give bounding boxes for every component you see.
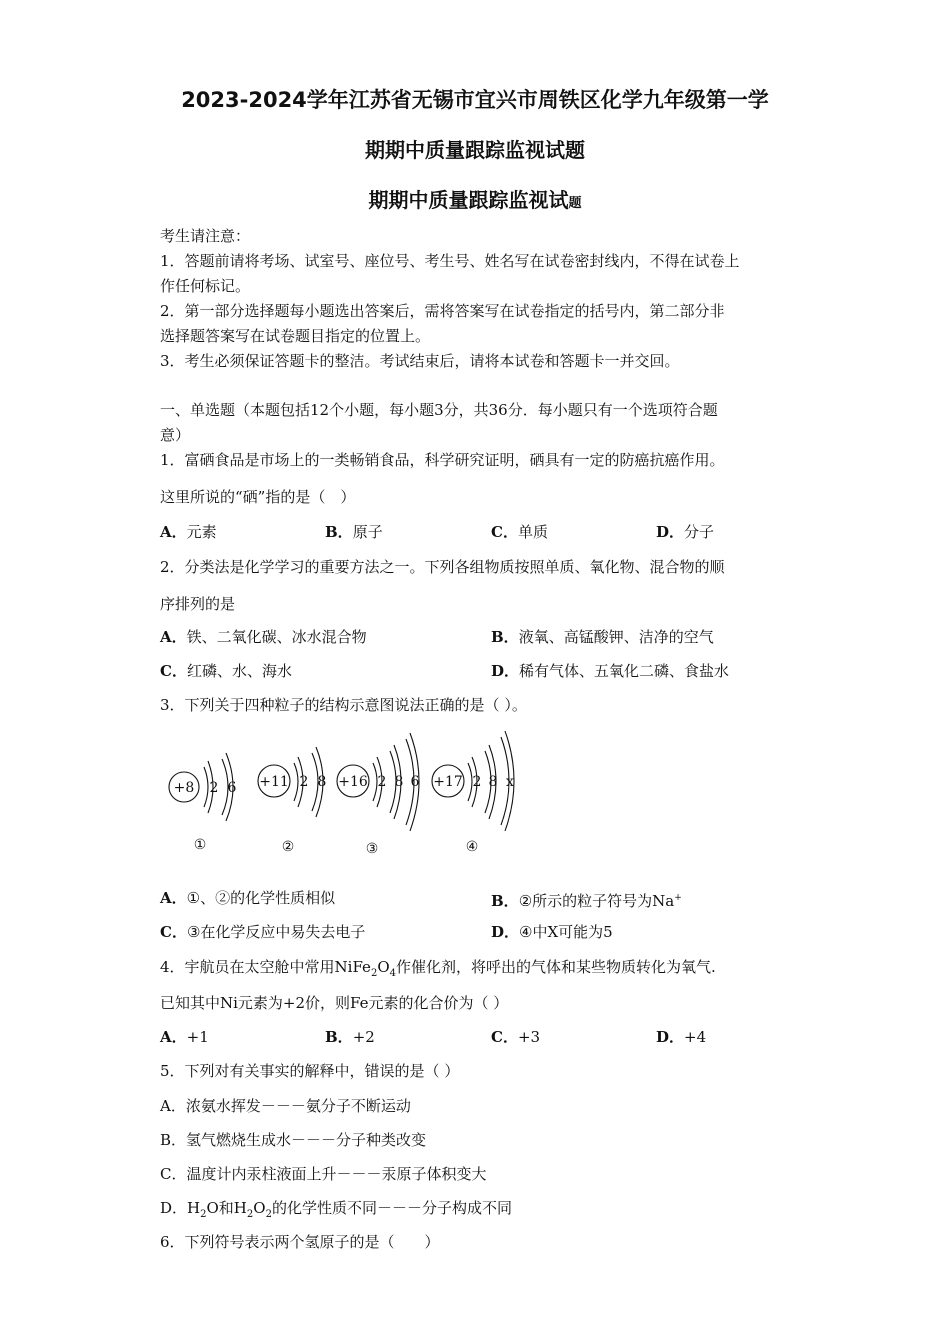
atom4-shell-2: 8: [488, 774, 498, 790]
q3-option-a[interactable]: [160, 888, 335, 908]
q2-option-a-text: 铁、二氧化碳、冰水混合物: [186, 628, 367, 646]
q5-option-d-part1: D．H: [160, 1199, 201, 1217]
q2-option-b-label: B．: [491, 628, 519, 646]
q2-option-d-text: 稀有气体、五氧化二磷、食盐水: [519, 662, 730, 680]
q4-option-b[interactable]: [325, 1027, 375, 1047]
q2-option-b-text: 液氧、高锰酸钾、洁净的空气: [518, 628, 714, 646]
atom4-shell-arc-1: [468, 763, 472, 801]
q1-option-c[interactable]: [491, 522, 548, 542]
q4-stem-a2: O: [377, 958, 390, 976]
q3-option-d[interactable]: [491, 922, 613, 942]
section-heading-b: 意）: [160, 426, 191, 444]
q1-option-b-label: B．: [325, 523, 353, 541]
q5-option-c[interactable]: C．温度计内汞柱液面上升－－－汞原子体积变大: [160, 1165, 487, 1183]
q4-stem-a: [160, 957, 716, 984]
q2-option-c-label: C．: [160, 662, 187, 680]
q1-option-a-label: A．: [160, 523, 187, 541]
q3-option-b-sup: +: [674, 893, 682, 903]
atom2-shell-arc-1: [294, 763, 298, 801]
q4-option-d[interactable]: [656, 1027, 706, 1047]
q2-option-a[interactable]: [160, 627, 367, 647]
q1-option-b-text: 原子: [352, 523, 383, 541]
q3-option-a-text: ①、②的化学性质相似: [186, 889, 336, 907]
q4-stem-a1: 4．宇航员在太空舱中常用NiFe: [160, 958, 371, 976]
q3-option-b-label: B．: [491, 892, 519, 910]
atom1-shell-2: 6: [227, 780, 237, 796]
notice-item-1b: 作任何标记。: [160, 277, 251, 295]
q1-option-d-label: D．: [656, 523, 685, 541]
q3-option-d-text: ④中X可能为5: [519, 923, 613, 941]
page-title-line3-small: 题: [568, 196, 582, 211]
atom1-nucleus: +8: [173, 780, 195, 796]
notice-item-3: 3．考生必须保证答题卡的整洁。考试结束后，请将本试卷和答题卡一并交回。: [160, 352, 680, 370]
q5-option-d[interactable]: [160, 1198, 512, 1225]
atom3-shell-2: 8: [394, 774, 404, 790]
atom3-shell-3: 6: [410, 774, 420, 790]
atom2-tag: ②: [281, 839, 295, 855]
q2-option-d[interactable]: [491, 661, 729, 681]
q2-option-c-text: 红磷、水、海水: [186, 662, 292, 680]
q5-option-d-part2: O和H: [206, 1199, 247, 1217]
notice-item-1a: 1．答题前请将考场、试室号、座位号、考生号、姓名写在试卷密封线内，不得在试卷上: [160, 252, 740, 270]
q2-stem-a: 2．分类法是化学学习的重要方法之一。下列各组物质按照单质、氧化物、混合物的顺: [160, 558, 725, 576]
q2-stem-b: 序排列的是: [160, 595, 236, 613]
q1-option-a-text: 元素: [186, 523, 217, 541]
q4-option-a-text: +1: [186, 1028, 209, 1046]
q5-option-d-part3: O: [253, 1199, 266, 1217]
q2-option-d-label: D．: [491, 662, 520, 680]
q1-stem-a: 1．富硒食品是市场上的一类畅销食品，科学研究证明，硒具有一定的防癌抗癌作用。: [160, 451, 725, 469]
atom2-shell-1: 2: [299, 774, 309, 790]
q5-option-d-sub3: 2: [265, 1209, 272, 1220]
atom4-tag: ④: [465, 839, 479, 855]
q4-option-c-text: +3: [517, 1028, 541, 1046]
q4-option-d-label: D．: [656, 1028, 685, 1046]
page-title-line2: 期期中质量跟踪监视试题: [365, 138, 585, 162]
atom3-tag: ③: [365, 841, 379, 857]
q1-option-b[interactable]: [325, 522, 383, 542]
q3-stem: 3．下列关于四种粒子的结构示意图说法正确的是（ ）。: [160, 696, 527, 714]
atom2-nucleus: +11: [259, 774, 289, 790]
q5-option-d-part4: 的化学性质不同－－－分子构成不同: [271, 1199, 512, 1217]
atom3-nucleus: +16: [338, 774, 368, 790]
q4-stem-sub2: 4: [389, 968, 396, 979]
page-title-line3: [0, 186, 950, 218]
q2-option-b[interactable]: [491, 627, 714, 647]
notice-item-2b: 选择题答案写在试卷题目指定的位置上。: [160, 327, 431, 345]
atom-structure-diagrams: [160, 725, 540, 865]
q1-option-c-text: 单质: [517, 523, 548, 541]
atom1-tag: ①: [193, 837, 207, 853]
q1-stem-b: 这里所说的“硒”指的是（ ）: [160, 488, 356, 506]
atom3-shell-1: 2: [377, 774, 387, 790]
q3-option-a-label: A．: [160, 889, 187, 907]
q1-option-a[interactable]: [160, 522, 217, 542]
atom1-shell-arc-1: [204, 767, 208, 807]
q1-option-d-text: 分子: [684, 523, 715, 541]
q3-option-d-label: D．: [491, 923, 520, 941]
q4-option-c-label: C．: [491, 1028, 518, 1046]
q4-stem-b: 已知其中Ni元素为+2价，则Fe元素的化合价为（ ）: [160, 994, 509, 1012]
notice-item-2a: 2．第一部分选择题每小题选出答案后，需将答案写在试卷指定的括号内，第二部分非: [160, 302, 725, 320]
page-title: 2023-2024学年江苏省无锡市宜兴市周铁区化学九年级第一学: [181, 88, 769, 112]
q4-option-b-label: B．: [325, 1028, 353, 1046]
q4-option-c[interactable]: [491, 1027, 540, 1047]
atom4-nucleus: +17: [433, 774, 463, 790]
q3-option-b[interactable]: [491, 888, 682, 911]
q5-option-d-sub2: 2: [246, 1209, 254, 1220]
atom2-shell-2: 8: [317, 774, 327, 790]
q1-option-c-label: C．: [491, 523, 518, 541]
q4-stem-sub1: 2: [370, 968, 378, 979]
q2-option-a-label: A．: [160, 628, 187, 646]
atom4-shell-3: x: [506, 774, 514, 790]
q2-option-c[interactable]: [160, 661, 292, 681]
q3-option-c-text: ③在化学反应中易失去电子: [186, 923, 366, 941]
q1-option-d[interactable]: [656, 522, 714, 542]
q3-option-b-text: ②所示的粒子符号为Na: [518, 892, 675, 910]
q4-option-a[interactable]: [160, 1027, 209, 1047]
q5-option-d-sub1: 2: [200, 1209, 207, 1220]
q4-option-a-label: A．: [160, 1028, 187, 1046]
q5-option-b[interactable]: B．氢气燃烧生成水－－－分子种类改变: [160, 1131, 427, 1149]
page-title-line3-main: 期期中质量跟踪监视试: [368, 188, 569, 212]
q5-stem: 5．下列对有关事实的解释中，错误的是（ ）: [160, 1062, 460, 1080]
notice-heading: 考生请注意：: [160, 227, 251, 245]
q4-option-d-text: +4: [684, 1028, 707, 1046]
q5-option-a[interactable]: A．浓氨水挥发－－－氨分子不断运动: [160, 1097, 411, 1115]
atom3-shell-arc-1: [373, 763, 377, 801]
q6-stem: 6．下列符号表示两个氢原子的是（ ）: [160, 1233, 440, 1251]
atom1-shell-1: 2: [209, 780, 219, 796]
section-heading-a: 一、单选题（本题包括12个小题，每小题3分，共36分．每小题只有一个选项符合题: [160, 401, 718, 419]
q3-option-c-label: C．: [160, 923, 187, 941]
q4-stem-a3: 作催化剂，将呼出的气体和某些物质转化为氧气.: [396, 958, 716, 976]
q3-option-c[interactable]: [160, 922, 365, 942]
atom4-shell-1: 2: [472, 774, 482, 790]
q4-option-b-text: +2: [352, 1028, 375, 1046]
